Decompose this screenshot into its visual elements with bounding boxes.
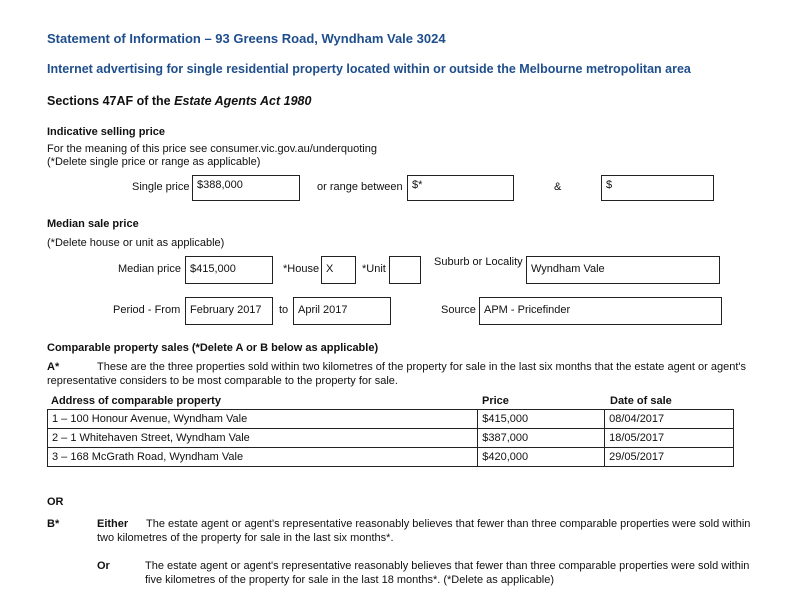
either-line-2: two kilometres of the property for sale in the last six months*. [97,532,394,544]
date-cell: 18/05/2017 [605,429,734,448]
unit-checkbox[interactable] [389,256,421,284]
single-price-field[interactable]: $388,000 [192,175,300,201]
single-price-label: Single price [132,181,190,193]
house-checkbox[interactable]: X [321,256,356,284]
indicative-heading: Indicative selling price [47,126,165,138]
document-title: Statement of Information – 93 Greens Road, Wyndham Vale 3024 [47,31,446,46]
comparable-heading: Comparable property sales (*Delete A or B below as applicable) [47,342,379,354]
or-separator: OR [47,496,64,508]
address-cell: 2 – 1 Whitehaven Street, Wyndham Vale [48,429,478,448]
either-line-1: The estate agent or agent's representative reasonably believes that fewer than three comparable properties were sold within [146,518,751,530]
period-to-field[interactable]: April 2017 [293,297,391,325]
table-row [48,410,734,429]
source-field[interactable]: APM - Pricefinder [479,297,722,325]
indicative-note-2: (*Delete single price or range as applicable) [47,156,261,168]
range-to-field[interactable]: $ [601,175,714,201]
address-cell: 3 – 168 McGrath Road, Wyndham Vale [48,448,478,467]
median-note: (*Delete house or unit as applicable) [47,237,225,249]
unit-label: *Unit [362,263,386,275]
period-to-label: to [279,304,289,316]
or-line-1: The estate agent or agent's representative reasonably believes that fewer than three comparable properties were sold within [145,560,750,572]
range-label: or range between [317,181,403,193]
option-a-line-1: These are the three properties sold within two kilometres of the property for sale in the last six months that the estate agent or agent's [97,361,746,373]
indicative-note-1: For the meaning of this price see consumer.vic.gov.au/underquoting [47,143,377,155]
price-cell: $415,000 [478,410,605,429]
median-heading: Median sale price [47,218,139,230]
or-line-2: five kilometres of the property for sale in the last 18 months*. (*Delete as applicable) [145,574,555,586]
source-label: Source [441,304,476,316]
table-row [48,448,734,467]
period-from-label: Period - From [113,304,181,316]
range-from-field[interactable]: $* [407,175,514,201]
price-cell: $420,000 [478,448,605,467]
ampersand: & [554,181,562,193]
sections-prefix: Sections 47AF of the [47,94,175,108]
suburb-field[interactable]: Wyndham Vale [526,256,720,284]
median-price-field[interactable]: $415,000 [185,256,273,284]
column-header-date: Date of sale [610,395,672,407]
median-price-label: Median price [118,263,181,275]
price-cell: $387,000 [478,429,605,448]
option-a-line-2: representative considers to be most comparable to the property for sale. [47,375,398,387]
act-name: Estate Agents Act 1980 [174,94,312,108]
date-cell: 29/05/2017 [605,448,734,467]
house-label: *House [283,263,320,275]
suburb-label: Suburb or Locality [434,256,523,268]
column-header-address: Address of comparable property [51,395,221,407]
table-row [48,429,734,448]
date-cell: 08/04/2017 [605,410,734,429]
sections-heading [47,94,311,108]
period-from-field[interactable]: February 2017 [185,297,273,325]
option-a-label: A* [47,361,60,373]
document-subtitle: Internet advertising for single residential property located within or outside the Melbourne metropolitan area [47,62,691,76]
or-label: Or [97,560,110,572]
address-cell: 1 – 100 Honour Avenue, Wyndham Vale [48,410,478,429]
option-b-label: B* [47,518,60,530]
comparable-sales-table [47,409,734,467]
either-label: Either [97,518,129,530]
column-header-price: Price [482,395,509,407]
